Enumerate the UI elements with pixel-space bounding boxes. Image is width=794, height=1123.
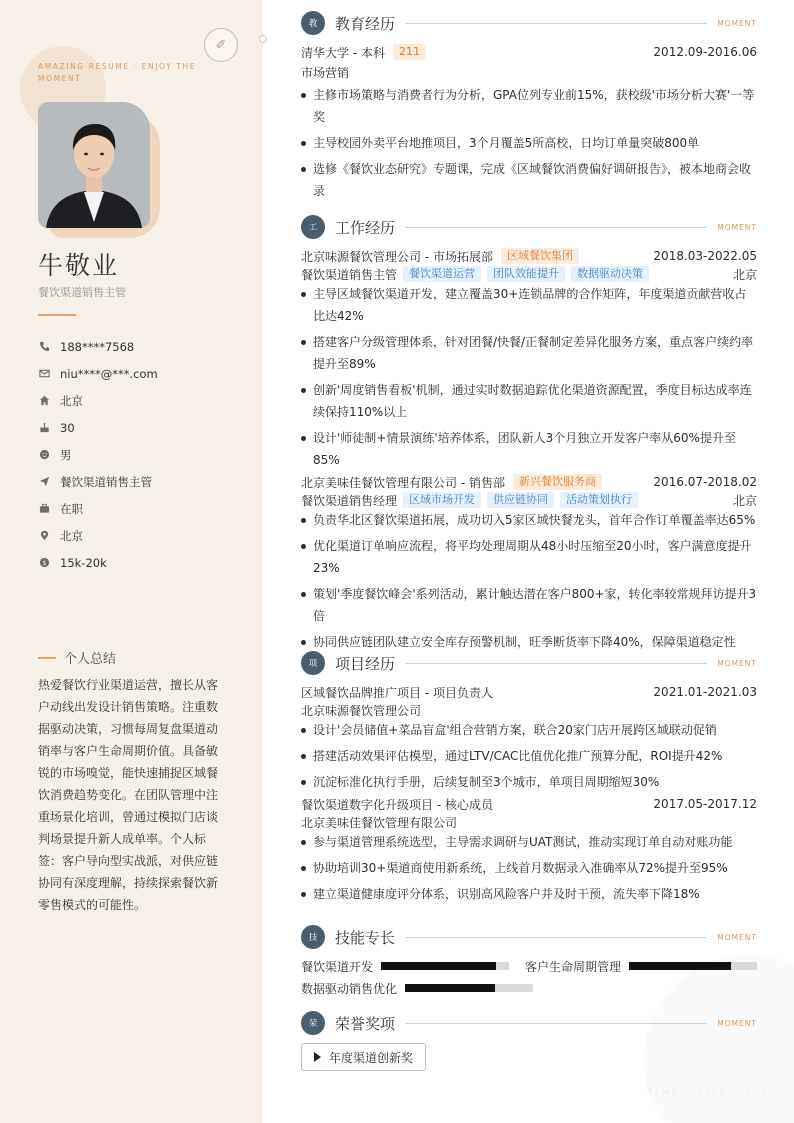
job-city: 北京 [732,267,757,282]
send-icon [38,476,50,488]
job-dates: 2018.03-2022.05 [653,249,757,263]
job-company-row [301,473,757,491]
skill-tag: 活动策划执行 [560,492,638,508]
project-org: 北京味源餐饮管理公司 [301,703,422,718]
pen-nib-icon: ✐ [204,28,238,62]
summary-heading [38,648,116,667]
project-dates: 2021.01-2021.03 [653,685,757,699]
contact-gender [38,441,158,468]
contact-text: 30 [60,420,75,435]
section-header [301,651,757,675]
skill-name: 数据驱动销售优化 [301,981,398,996]
contact-text: 餐饮渠道销售主管 [60,474,152,489]
education-bullets [301,84,757,202]
contact-text: 在职 [60,501,83,516]
job-bullets [301,509,757,653]
list-item: 选修《餐饮业态研究》专题课，完成《区域餐饮消费偏好调研报告》，被本地商会收录 [301,158,757,202]
list-item: 创新'周度销售看板'机制，通过实时数据追踪优化渠道资源配置，季度目标达成率连续保持110%以上 [301,379,757,423]
skill-row [301,977,757,999]
list-item: 协同供应链团队建立安全库存预警机制，旺季断货率下降40%，保障渠道稳定性 [301,631,757,653]
project-bullets [301,719,757,793]
list-item: 搭建客户分级管理体系，针对团餐/快餐/正餐制定差异化服务方案，重点客户续约率提升至89% [301,331,757,375]
contact-age [38,414,158,441]
section-badge: 项 [301,651,325,675]
contact-phone [38,333,158,360]
job-role-row [301,265,757,283]
project-dates: 2017.05-2017.12 [653,797,757,811]
project-name: 餐饮渠道数字化升级项目 - 核心成员 [301,797,493,812]
skill-bar-fill [629,962,731,970]
list-item: 主修市场策略与消费者行为分析，GPA位列专业前15%，获校级'市场分析大赛'一等奖 [301,84,757,128]
skill-tag: 数据驱动决策 [571,266,649,282]
footer-watermark: TIME · LIFE · JOY [646,1088,770,1098]
moment-label: MOMENT [717,1018,757,1028]
skill-item [301,977,533,999]
list-item: 主导区域餐饮渠道开发，建立覆盖30+连锁品牌的合作矩阵，年度渠道贡献营收占比达42% [301,283,757,327]
section-rule [405,23,707,24]
skill-list [301,955,757,999]
contact-text: 188****7568 [60,339,135,354]
contact-city [38,387,158,414]
job-role: 餐饮渠道销售经理 [301,493,398,508]
skill-tag: 餐饮渠道运营 [403,266,481,282]
summary-title-text: 个人总结 [64,652,117,667]
contact-text: 北京 [60,528,83,543]
school-tag: 211 [393,44,426,60]
job-city: 北京 [732,493,757,508]
section-title: 教育经历 [335,14,396,33]
award-item [301,1043,426,1071]
section-rule [405,937,707,938]
company-name: 北京美味佳餐饮管理有限公司 - 销售部 [301,475,505,490]
skill-item [301,955,509,977]
project-org-row [301,813,757,831]
svg-text:$: $ [41,558,47,567]
skills-section [301,925,757,999]
section-title: 技能专长 [335,928,396,947]
skill-name: 餐饮渠道开发 [301,959,374,974]
skill-bar [381,962,509,970]
candidate-title: 餐饮渠道销售主管 [38,286,126,299]
company-name: 北京味源餐饮管理公司 - 市场拓展部 [301,249,493,264]
skill-bar [405,984,533,992]
home-icon [38,395,50,407]
section-header [301,925,757,949]
avatar [38,102,150,228]
motto-text: AMAZING RESUME · ENJOY THE MOMENT [38,62,197,83]
section-header [301,11,757,35]
project-org: 北京美味佳餐饮管理有限公司 [301,815,458,830]
list-item: 主导校园外卖平台地推项目，3个月覆盖5所高校，日均订单量突破800单 [301,132,757,154]
face-icon [38,449,50,461]
project-entry [301,795,757,905]
skill-tag: 区域市场开发 [403,492,481,508]
divider [38,314,76,316]
section-badge: 技 [301,925,325,949]
section-title: 工作经历 [335,218,396,237]
moment-label: MOMENT [717,658,757,668]
skill-tag: 供应链协同 [487,492,554,508]
contact-text: 男 [60,447,72,462]
work-section [301,215,757,657]
project-row [301,795,757,813]
candidate-name: 牛敬业 [38,251,120,280]
list-item: 设计'会员储值+菜品盲盒'组合营销方案，联合20家门店开展跨区域联动促销 [301,719,757,741]
skill-bar-fill [405,984,495,992]
sidebar [0,0,263,1123]
contact-location [38,522,158,549]
section-badge: 教 [301,11,325,35]
summary-text: 热爱餐饮行业渠道运营，擅长从客户动线出发设计销售策略。注重数据驱动决策，习惯每周复盘渠道动销率与客户生命周期价值。具备敏锐的市场嗅觉，能快速捕捉区域餐饮消费趋势变化。在团队管理中注重场景化培训，曾通过模拟门店谈判场景提升新人成单率。个人标签：客户导向型实战派，对供应链协同有深度理解，持续探索餐饮新零售模式的可能性。 [38,678,219,912]
contact-text: niu****@***.com [60,366,158,381]
list-item: 搭建活动效果评估模型，通过LTV/CAC比值优化推广预算分配，ROI提升42% [301,745,757,767]
skill-item [525,955,757,977]
list-item: 负责华北区餐饮渠道拓展，成功切入5家区域快餐龙头，首年合作订单覆盖率达65% [301,509,757,531]
education-row [301,42,757,62]
skill-bar [629,962,757,970]
major: 市场营销 [301,65,350,80]
job-entry [301,247,757,471]
contact-list [38,333,158,576]
major-row [301,62,757,82]
job-entry [301,473,757,653]
play-icon [314,1052,321,1062]
skill-tag: 团队效能提升 [487,266,565,282]
section-title: 荣誉奖项 [335,1014,396,1033]
cake-icon [38,422,50,434]
section-header [301,215,757,239]
award-list [301,1043,757,1071]
salary-icon [38,557,50,569]
school-name: 清华大学 - 本科 [301,45,385,60]
section-header [301,1011,757,1035]
job-role-row [301,491,757,509]
company-tag: 新兴餐饮服务商 [513,474,602,490]
phone-icon [38,341,50,353]
job-role: 餐饮渠道销售主管 [301,267,398,282]
projects-section [301,651,757,909]
briefcase-icon [38,503,50,515]
education-dates: 2012.09-2016.06 [653,45,757,59]
education-section [301,11,757,206]
list-item: 沉淀标准化执行手册，后续复制至3个城市，单项目周期缩短30% [301,771,757,793]
decorative-dot [259,35,267,43]
job-bullets [301,283,757,471]
moment-label: MOMENT [717,222,757,232]
section-rule [405,663,707,664]
section-badge: 荣 [301,1011,325,1035]
contact-status [38,495,158,522]
contact-position [38,468,158,495]
contact-email [38,360,158,387]
job-dates: 2016.07-2018.02 [653,475,757,489]
section-rule [405,227,707,228]
skill-name: 客户生命周期管理 [524,959,621,974]
moment-label: MOMENT [717,932,757,942]
section-badge: 工 [301,215,325,239]
list-item: 参与渠道管理系统选型，主导需求调研与UAT测试，推动实现订单自动对账功能 [301,831,757,853]
contact-text: 15k-20k [60,555,107,570]
project-org-row [301,701,757,719]
location-pin-icon [38,530,50,542]
project-name: 区域餐饮品牌推广项目 - 项目负责人 [301,685,493,700]
list-item: 协助培训30+渠道商使用新系统，上线首月数据录入准确率从72%提升至95% [301,857,757,879]
job-company-row [301,247,757,265]
list-item: 建立渠道健康度评分体系，识别高风险客户并及时干预，流失率下降18% [301,883,757,905]
project-bullets [301,831,757,905]
list-item: 优化渠道订单响应流程，将平均处理周期从48小时压缩至20小时，客户满意度提升23% [301,535,757,579]
summary-accent [38,657,56,659]
mail-icon [38,368,50,380]
company-tag: 区域餐饮集团 [501,248,579,264]
project-row [301,683,757,701]
moment-label: MOMENT [717,18,757,28]
list-item: 设计'师徒制+情景演练'培养体系，团队新人3个月独立开发客户率从60%提升至85% [301,427,757,471]
contact-text: 北京 [60,393,83,408]
contact-salary [38,549,158,576]
skill-row [301,955,757,977]
project-entry [301,683,757,793]
skill-bar-fill [381,962,496,970]
section-title: 项目经历 [335,654,396,673]
award-name: 年度渠道创新奖 [329,1050,414,1065]
section-rule [405,1023,707,1024]
honors-section [301,1011,757,1071]
list-item: 策划'季度餐饮峰会'系列活动，累计触达潜在客户800+家，转化率较常规拜访提升3倍 [301,583,757,627]
